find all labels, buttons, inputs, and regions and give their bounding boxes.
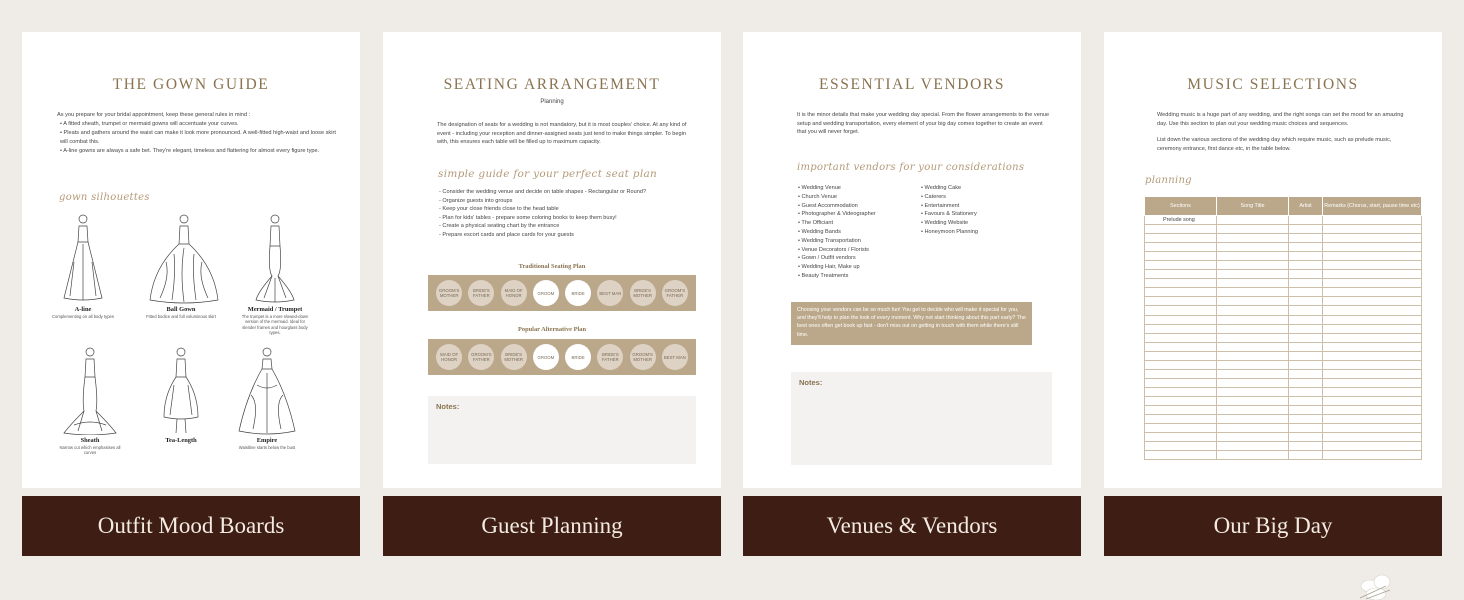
table-cell[interactable] xyxy=(1217,405,1289,414)
vendor-text: Caterers xyxy=(924,193,946,200)
vendor-item: • Caterers xyxy=(921,193,946,200)
table-row xyxy=(1145,396,1422,405)
vendor-text: Wedding Website xyxy=(924,220,969,227)
table-cell[interactable] xyxy=(1289,270,1323,279)
table-cell[interactable] xyxy=(1145,405,1217,414)
table-cell[interactable] xyxy=(1217,442,1289,451)
table-row xyxy=(1145,261,1422,270)
gown-name: A-line xyxy=(74,306,92,313)
table-cell[interactable] xyxy=(1323,351,1422,360)
gown-name: Ball Gown xyxy=(166,306,196,313)
table-cell[interactable] xyxy=(1217,415,1289,424)
table-cell[interactable] xyxy=(1145,415,1217,424)
music-table-body xyxy=(1145,216,1422,460)
seat-bride: BRIDE xyxy=(565,280,591,306)
table-row xyxy=(1145,288,1422,297)
table-row xyxy=(1145,424,1422,433)
table-cell[interactable] xyxy=(1145,279,1217,288)
vendor-text: Church Venue xyxy=(801,193,837,200)
table-row xyxy=(1145,342,1422,351)
table-row xyxy=(1145,234,1422,243)
gown-ball-gown xyxy=(146,212,216,319)
table-cell[interactable] xyxy=(1323,315,1422,324)
traditional-seat-bar xyxy=(428,275,696,311)
table-cell[interactable] xyxy=(1323,288,1422,297)
table-cell[interactable] xyxy=(1217,279,1289,288)
table-cell[interactable] xyxy=(1145,225,1217,234)
vendor-text: Venue Decorators / Florists xyxy=(801,246,869,253)
table-cell[interactable] xyxy=(1323,234,1422,243)
banner-venues-vendors: Venues & Vendors xyxy=(743,496,1081,556)
vendor-item: • Wedding Venue xyxy=(798,185,841,191)
table-cell[interactable] xyxy=(1289,442,1323,451)
table-cell[interactable] xyxy=(1289,234,1323,243)
header-song-title: Song Title xyxy=(1217,197,1289,216)
vendor-item: • Church Venue xyxy=(798,193,837,200)
seat: GROOM'S FATHER xyxy=(468,344,494,370)
table-cell[interactable] xyxy=(1323,324,1422,333)
script-heading: planning xyxy=(1145,175,1192,186)
vendor-text: The Officiant xyxy=(801,220,834,227)
gown-a-line xyxy=(48,212,118,319)
table-cell[interactable] xyxy=(1289,252,1323,261)
table-row xyxy=(1145,451,1422,460)
vendor-highlight-box: Choosing your vendors can be so much fun! You get to decide who will make it special for you, and they'll help to plan the look of every moment. Why not start thinking about this part early? The best ones often get book up fast - don't miss out on getting in touch with them while there's still time. xyxy=(791,302,1032,345)
seat: BEST MAN xyxy=(662,344,688,370)
table-cell[interactable] xyxy=(1289,360,1323,369)
gown-name: Tea-Length xyxy=(165,437,197,444)
notes-box xyxy=(791,372,1052,465)
alternative-seat-bar xyxy=(428,339,696,375)
table-cell[interactable] xyxy=(1217,424,1289,433)
page-title: MUSIC SELECTIONS xyxy=(1187,76,1359,93)
seating-intro: The designation of seats for a wedding is not mandatory, but it is most couples' choice. At any kind of event - including your reception and dinner-assigned seats just tend to make things simpler. To begin with, this ensures each table will be filled up to maximum capacity. xyxy=(437,122,687,146)
vendor-text: Gown / Outfit vendors xyxy=(801,255,856,262)
table-cell[interactable] xyxy=(1145,387,1217,396)
vendor-text: Wedding Hair, Make up xyxy=(801,264,860,271)
music-intro: List down the various sections of the wedding day which require music, such as prelude music, ceremony entrance, first dance etc, in the table below. xyxy=(1157,137,1392,152)
table-cell[interactable] xyxy=(1217,387,1289,396)
gown-empire xyxy=(232,345,302,450)
table-cell[interactable] xyxy=(1323,252,1422,261)
table-row xyxy=(1145,333,1422,342)
gown-sheath xyxy=(55,345,125,456)
table-cell[interactable] xyxy=(1289,297,1323,306)
table-cell[interactable] xyxy=(1323,297,1422,306)
table-row xyxy=(1145,225,1422,234)
table-cell[interactable] xyxy=(1217,261,1289,270)
seat: GROOM'S MOTHER xyxy=(436,280,462,306)
table-cell[interactable] xyxy=(1145,360,1217,369)
table-cell[interactable] xyxy=(1289,261,1323,270)
table-header-row xyxy=(1145,197,1422,216)
ball-gown-icon xyxy=(146,212,222,304)
table-cell[interactable] xyxy=(1217,297,1289,306)
step-item: - Consider the wedding venue and decide on table shapes - Rectangular or Round? xyxy=(439,189,647,195)
page-seating-arrangement xyxy=(383,32,721,488)
table-cell[interactable] xyxy=(1217,378,1289,387)
table-row xyxy=(1145,387,1422,396)
step-item: - Create a physical seating chart by the entrance xyxy=(439,223,560,230)
table-cell[interactable] xyxy=(1289,279,1323,288)
table-cell[interactable] xyxy=(1145,234,1217,243)
table-cell[interactable] xyxy=(1323,279,1422,288)
script-heading: gown silhouettes xyxy=(59,192,150,203)
table-cell[interactable] xyxy=(1145,396,1217,405)
vendor-item: • Wedding Transportation xyxy=(798,237,861,244)
gown-desc: Fitted bodice and full voluminous skirt xyxy=(146,314,216,319)
table-cell[interactable] xyxy=(1145,261,1217,270)
table-cell[interactable] xyxy=(1145,342,1217,351)
table-cell[interactable] xyxy=(1323,396,1422,405)
table-cell[interactable] xyxy=(1145,433,1217,442)
gown-rule: • A fitted sheath, trumpet or mermaid gowns will accentuate your curves. xyxy=(60,121,239,127)
table-cell[interactable] xyxy=(1217,225,1289,234)
vendor-item: • Favours & Stationery xyxy=(921,211,977,218)
table-cell[interactable] xyxy=(1323,270,1422,279)
vendor-item: • Wedding Hair, Make up xyxy=(798,264,860,271)
table-cell[interactable] xyxy=(1323,424,1422,433)
table-cell[interactable] xyxy=(1145,324,1217,333)
vendor-text: Wedding Cake xyxy=(924,185,962,191)
table-row xyxy=(1145,378,1422,387)
table-cell[interactable] xyxy=(1323,433,1422,442)
seat: BEST MAN xyxy=(597,280,623,306)
vendor-text: Wedding Transportation xyxy=(801,237,861,244)
table-cell[interactable] xyxy=(1289,378,1323,387)
table-cell[interactable] xyxy=(1289,415,1323,424)
table-cell[interactable] xyxy=(1217,234,1289,243)
music-intro: Wedding music is a huge part of any wedding, and the right songs can set the mood for an amazing day. Use this section to plan out your wedding music choices and sequences. xyxy=(1157,112,1404,127)
gown-desc: Waistline starts below the bust xyxy=(238,445,296,450)
table-row xyxy=(1145,243,1422,252)
gown-intro: As you prepare for your bridal appointment, keep these general rules in mind : xyxy=(57,112,251,118)
table-cell[interactable] xyxy=(1323,387,1422,396)
table-cell[interactable] xyxy=(1145,243,1217,252)
seat: BRIDE'S MOTHER xyxy=(630,280,656,306)
step-item: - Organize guests into groups xyxy=(439,197,513,204)
seat-groom: GROOM xyxy=(533,280,559,306)
seat: BRIDE'S FATHER xyxy=(597,344,623,370)
table-cell[interactable] xyxy=(1289,324,1323,333)
table-cell[interactable] xyxy=(1289,315,1323,324)
seat: BRIDE'S MOTHER xyxy=(501,344,527,370)
table-cell[interactable] xyxy=(1145,270,1217,279)
page-essential-vendors xyxy=(743,32,1081,488)
step-item: - Keep your close friends close to the head table xyxy=(439,206,559,213)
table-cell[interactable] xyxy=(1323,306,1422,315)
table-cell[interactable] xyxy=(1323,225,1422,234)
table-row xyxy=(1145,252,1422,261)
table-cell[interactable] xyxy=(1217,360,1289,369)
table-cell[interactable] xyxy=(1217,324,1289,333)
table-cell[interactable] xyxy=(1323,415,1422,424)
table-cell[interactable] xyxy=(1217,288,1289,297)
gown-desc: Narrow cut which emphasises all curves xyxy=(59,445,121,456)
seat: MAID OF HONOR xyxy=(436,344,462,370)
seat-bride: BRIDE xyxy=(565,344,591,370)
vendor-text: Guest Accommodation xyxy=(801,202,858,209)
page-title: ESSENTIAL VENDORS xyxy=(818,76,1006,93)
table-row xyxy=(1145,405,1422,414)
step-text: Consider the wedding venue and decide on table shapes - Rectangular or Round? xyxy=(442,189,647,195)
vendors-intro: It is the minor details that make your wedding day special. From the flower arrangements to the venue setup and wedding transportation, every element of your big day comes together to create an event that you will never forget. xyxy=(797,112,1050,136)
vendor-text: Wedding Venue xyxy=(801,185,841,191)
table-cell[interactable] xyxy=(1323,405,1422,414)
step-item: - Plan for kids' tables - prepare some coloring books to keep them busy! xyxy=(439,214,617,221)
step-text: Create a physical seating chart by the entrance xyxy=(442,223,560,230)
empire-gown-icon xyxy=(235,345,299,435)
table-cell[interactable] xyxy=(1217,333,1289,342)
vendor-item: • Wedding Bands xyxy=(798,228,841,235)
table-row xyxy=(1145,270,1422,279)
rule-text: Pleats and gathers around the waist can make it look more pronounced. A well-fitted high-waist and loose skirt will combat this. xyxy=(60,130,336,145)
table-cell[interactable] xyxy=(1289,387,1323,396)
seat: BRIDE'S FATHER xyxy=(468,280,494,306)
table-cell[interactable] xyxy=(1323,342,1422,351)
table-row xyxy=(1145,306,1422,315)
page-title: SEATING ARRANGEMENT xyxy=(443,76,661,93)
table-row xyxy=(1145,442,1422,451)
rule-text: A fitted sheath, trumpet or mermaid gowns will accentuate your curves. xyxy=(63,121,239,127)
table-cell[interactable] xyxy=(1217,252,1289,261)
table-cell[interactable] xyxy=(1217,315,1289,324)
table-cell[interactable] xyxy=(1217,306,1289,315)
vendor-list-1 xyxy=(798,184,876,281)
table-cell[interactable] xyxy=(1217,216,1289,225)
gown-desc: The trumpet is a more slowed-down version of the mermaid. Ideal for slender frames and hourglass body types. xyxy=(241,314,309,336)
table-cell[interactable] xyxy=(1145,442,1217,451)
seat: GROOM'S FATHER xyxy=(662,280,688,306)
sheath-gown-icon xyxy=(60,345,120,435)
seat: GROOM'S MOTHER xyxy=(630,344,656,370)
table-cell[interactable]: Prelude song xyxy=(1145,216,1217,225)
table-cell[interactable] xyxy=(1217,270,1289,279)
table-cell[interactable] xyxy=(1145,451,1217,460)
gown-tea-length xyxy=(146,345,216,444)
table-cell[interactable] xyxy=(1217,451,1289,460)
table-cell[interactable] xyxy=(1289,369,1323,378)
table-row xyxy=(1145,369,1422,378)
table-cell[interactable] xyxy=(1289,333,1323,342)
table-cell[interactable] xyxy=(1145,306,1217,315)
table-row xyxy=(1145,297,1422,306)
vendor-item: • Photographer & Videographer xyxy=(798,211,876,218)
banner-guest-planning: Guest Planning xyxy=(383,496,721,556)
seat-groom: GROOM xyxy=(533,344,559,370)
page-title: THE GOWN GUIDE xyxy=(112,76,270,93)
table-cell[interactable] xyxy=(1217,396,1289,405)
vendor-text: Beauty Treatments xyxy=(801,272,849,279)
page-music-selections xyxy=(1104,32,1442,488)
step-text: Organize guests into groups xyxy=(442,197,513,204)
table-cell[interactable] xyxy=(1323,451,1422,460)
step-text: Plan for kids' tables - prepare some coloring books to keep them busy! xyxy=(442,214,617,221)
table-cell[interactable] xyxy=(1323,360,1422,369)
vendor-list-2 xyxy=(921,184,978,237)
gown-name: Mermaid / Trumpet xyxy=(247,306,303,313)
table-cell[interactable] xyxy=(1217,369,1289,378)
table-cell[interactable] xyxy=(1217,342,1289,351)
script-heading: simple guide for your perfect seat plan xyxy=(438,168,658,180)
vendor-item: • Wedding Website xyxy=(921,220,969,227)
banner-our-big-day: Our Big Day xyxy=(1104,496,1442,556)
alternative-plan-title: Popular Alternative Plan xyxy=(517,326,587,333)
table-cell[interactable] xyxy=(1323,243,1422,252)
table-cell[interactable] xyxy=(1289,433,1323,442)
step-text: Prepare escort cards and place cards for your guests xyxy=(442,231,574,238)
table-cell[interactable] xyxy=(1323,442,1422,451)
tea-length-gown-icon xyxy=(156,345,206,435)
table-cell[interactable] xyxy=(1323,216,1422,225)
gown-name: Sheath xyxy=(80,437,100,444)
table-cell[interactable] xyxy=(1289,342,1323,351)
script-heading: important vendors for your considerations xyxy=(797,162,1025,173)
table-row xyxy=(1145,216,1422,225)
table-cell[interactable] xyxy=(1289,396,1323,405)
music-table xyxy=(1144,196,1422,460)
table-cell[interactable] xyxy=(1323,333,1422,342)
gown-desc: Complementing on all body types xyxy=(52,314,114,319)
table-cell[interactable] xyxy=(1145,369,1217,378)
vendor-item: • Guest Accommodation xyxy=(798,202,858,209)
table-cell[interactable] xyxy=(1145,351,1217,360)
flower-decoration-icon xyxy=(1356,572,1406,600)
gown-mermaid xyxy=(240,212,310,336)
table-cell[interactable] xyxy=(1145,288,1217,297)
vendor-item: • Entertainment xyxy=(921,202,960,209)
gown-rule: • Pleats and gathers around the waist can make it look more pronounced. A well-fitted high-waist and loose skirt will combat this. xyxy=(60,130,336,145)
notes-box xyxy=(428,396,696,464)
vendor-text: Photographer & Videographer xyxy=(801,211,876,218)
table-cell[interactable] xyxy=(1289,216,1323,225)
table-row xyxy=(1145,324,1422,333)
vendor-item: • Honeymoon Planning xyxy=(921,228,979,235)
notes-label: Notes: xyxy=(799,378,823,387)
rule-text: A-line gowns are always a safe bet. They're elegant, timeless and flattering for almost every figure type. xyxy=(63,148,320,154)
vendor-text: Favours & Stationery xyxy=(924,211,977,218)
table-cell[interactable] xyxy=(1289,306,1323,315)
table-row xyxy=(1145,315,1422,324)
table-cell[interactable] xyxy=(1145,297,1217,306)
mermaid-gown-icon xyxy=(250,212,300,304)
gown-rule: • A-line gowns are always a safe bet. They're elegant, timeless and flattering for almost every figure type. xyxy=(60,148,320,154)
vendor-item: • Venue Decorators / Florists xyxy=(798,246,869,253)
header-remarks: Remarks (Chorus, start, pause time etc) xyxy=(1323,197,1422,216)
seating-steps xyxy=(439,188,699,240)
table-cell[interactable] xyxy=(1289,288,1323,297)
table-cell[interactable] xyxy=(1289,424,1323,433)
table-row xyxy=(1145,351,1422,360)
header-artist: Artist xyxy=(1289,197,1323,216)
table-cell[interactable] xyxy=(1145,252,1217,261)
gown-name: Empire xyxy=(256,437,278,444)
table-cell[interactable] xyxy=(1145,378,1217,387)
table-cell[interactable] xyxy=(1289,451,1323,460)
table-cell[interactable] xyxy=(1217,433,1289,442)
vendor-item: • Wedding Cake xyxy=(921,185,962,191)
table-cell[interactable] xyxy=(1145,424,1217,433)
vendor-item: • Beauty Treatments xyxy=(798,272,849,279)
notes-label: Notes: xyxy=(436,402,460,411)
a-line-gown-icon xyxy=(58,212,108,304)
table-cell[interactable] xyxy=(1145,315,1217,324)
table-cell[interactable] xyxy=(1145,333,1217,342)
table-row xyxy=(1145,279,1422,288)
page-subtitle: Planning xyxy=(540,99,564,105)
vendor-text: Honeymoon Planning xyxy=(924,228,979,235)
table-cell[interactable] xyxy=(1217,351,1289,360)
traditional-plan-title: Traditional Seating Plan xyxy=(518,263,586,270)
vendor-text: Entertainment xyxy=(924,202,960,209)
table-row xyxy=(1145,433,1422,442)
table-cell[interactable] xyxy=(1289,351,1323,360)
vendor-item: • The Officiant xyxy=(798,220,834,227)
table-cell[interactable] xyxy=(1323,369,1422,378)
table-cell[interactable] xyxy=(1289,243,1323,252)
table-cell[interactable] xyxy=(1289,405,1323,414)
banner-outfit-mood-boards: Outfit Mood Boards xyxy=(22,496,360,556)
table-cell[interactable] xyxy=(1323,261,1422,270)
table-cell[interactable] xyxy=(1323,378,1422,387)
table-row xyxy=(1145,415,1422,424)
table-cell[interactable] xyxy=(1217,243,1289,252)
header-sections: Sections xyxy=(1145,197,1217,216)
page-gown-guide xyxy=(22,32,360,488)
table-cell[interactable] xyxy=(1289,225,1323,234)
seat: MAID OF HONOR xyxy=(501,280,527,306)
step-item: - Prepare escort cards and place cards for your guests xyxy=(439,231,574,238)
vendor-text: Wedding Bands xyxy=(801,228,841,235)
step-text: Keep your close friends close to the head table xyxy=(442,206,559,213)
vendor-item: • Gown / Outfit vendors xyxy=(798,255,856,262)
table-row xyxy=(1145,360,1422,369)
